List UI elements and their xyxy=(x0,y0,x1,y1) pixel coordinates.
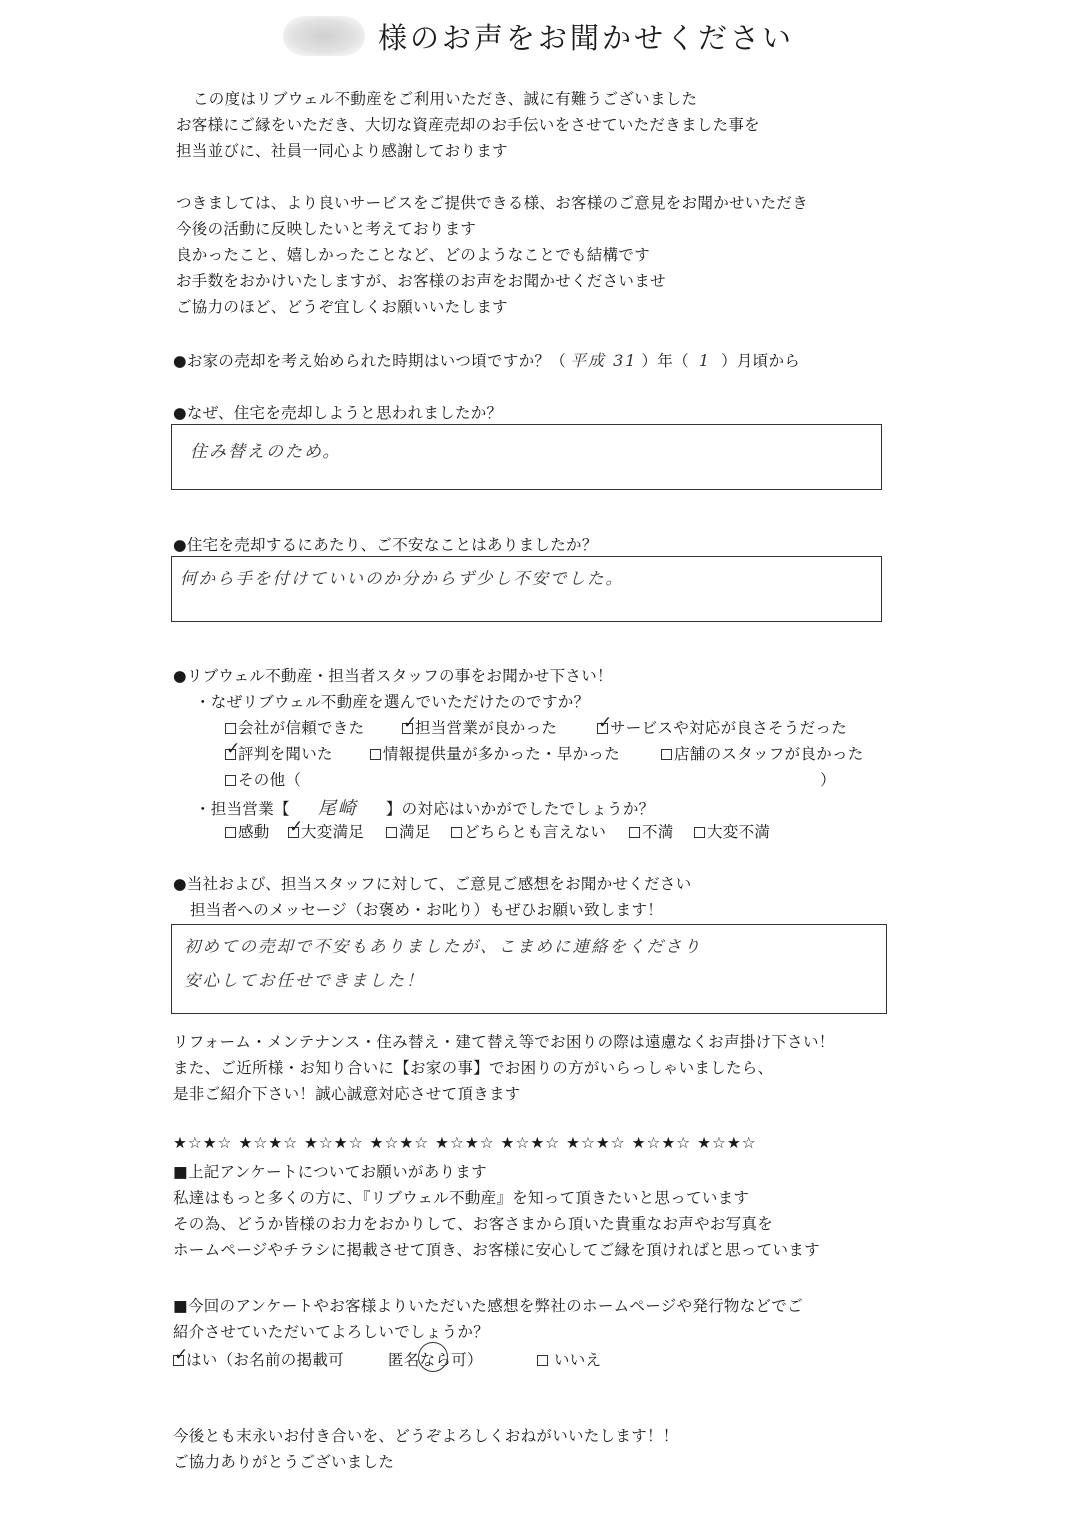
consent-no[interactable]: いいえ xyxy=(537,1348,601,1370)
option-reputation[interactable]: ✓ 評判を聞いた xyxy=(226,739,333,763)
closing-line-2: ご協力ありがとうございました xyxy=(173,1453,395,1471)
q1-month-answer: 1 xyxy=(698,351,712,370)
rating-dissatisfied[interactable]: 不満 xyxy=(629,820,674,842)
checkbox[interactable] xyxy=(386,827,397,838)
consent-anonymous[interactable]: 匿名なら可） xyxy=(388,1351,483,1369)
check-mark-icon: ✓ xyxy=(174,1345,189,1365)
intro-line-3: 担当並びに、社員一同心より感謝しております xyxy=(176,142,508,160)
intro-line-2: お客様にご縁をいただき、大切な資産売却のお手伝いをさせていただきました事を xyxy=(176,116,760,134)
redacted-name xyxy=(283,16,365,56)
checkbox[interactable] xyxy=(225,723,236,734)
q5-sub: 担当者へのメッセージ（お褒め・お叱り）もぜひお願い致します！ xyxy=(190,901,664,919)
q4-sub1: ・なぜリブウェル不動産を選んでいただけたのですか？ xyxy=(195,693,590,711)
checkbox-checked[interactable] xyxy=(597,713,613,734)
checkbox[interactable] xyxy=(225,775,236,786)
rating-satisfied[interactable]: 満足 xyxy=(386,820,431,842)
q5-question: ●当社および、担当スタッフに対して、ご意見ご感想をお聞かせください xyxy=(173,875,692,893)
q4-sub2-post: 】の対応はいかがでしたでしょうか？ xyxy=(385,800,655,818)
option-service[interactable]: ✓ サービスや対応が良さそうだった xyxy=(598,713,848,737)
q4-sub2 xyxy=(195,794,654,820)
checkbox-checked[interactable] xyxy=(173,1345,189,1366)
notice-line-3: 是非ご紹介下さい！誠心誠意対応させて頂きます xyxy=(173,1085,521,1103)
check-mark-icon: ✓ xyxy=(289,817,304,837)
rating-very-satisfied[interactable]: ✓ 大変満足 xyxy=(289,817,365,841)
consent-question-line-2: 紹介させていただいてよろしいでしょうか？ xyxy=(173,1323,490,1341)
notice-line-2: また、ご近所様・お知り合いに【お家の事】でお困りの方がいらっしゃいましたら、 xyxy=(173,1059,774,1077)
q1-question xyxy=(173,348,800,371)
notice-line-1: リフォーム・メンテナンス・住み替え・建て替え等でお困りの際は遠慮なくお声掛け下さい！ xyxy=(173,1033,835,1051)
q3-answer: 何から手を付けていいのか分からず少し不安でした。 xyxy=(180,569,624,588)
option-store-staff[interactable]: 店舗のスタッフが良かった xyxy=(661,742,864,764)
consent-yes[interactable]: ✓ はい（お名前の掲載可 xyxy=(174,1345,345,1369)
closing-line-1: 今後とも末永いお付き合いを、どうぞよろしくおねがいいたします！！ xyxy=(173,1427,679,1445)
q1-label: ●お家の売却を考え始められた時期はいつ頃ですか？（ xyxy=(173,352,567,370)
option-info[interactable]: 情報提供量が多かった・早かった xyxy=(370,742,620,764)
intro-line-1: この度はリブウェル不動産をご利用いただき、誠に有難うございました xyxy=(193,90,698,108)
staff-name-answer: 尾崎 xyxy=(317,798,358,819)
checkbox[interactable] xyxy=(537,1355,548,1366)
checkbox[interactable] xyxy=(629,827,640,838)
checkbox-checked[interactable] xyxy=(402,713,418,734)
page-title: 様のお声をお聞かせください xyxy=(378,21,795,55)
check-mark-icon: ✓ xyxy=(403,713,418,733)
q2-answer-box xyxy=(171,424,882,490)
check-mark-icon: ✓ xyxy=(598,713,613,733)
request-line-3: ホームページやチラシに掲載させて頂き、お客様に安心してご縁を頂ければと思っています xyxy=(173,1241,820,1259)
intro2-line-1: つきましては、より良いサービスをご提供できる様、お客様のご意見をお聞かせいただき xyxy=(176,194,809,212)
check-mark-icon: ✓ xyxy=(226,739,241,759)
q1-era-answer: 平成 31 xyxy=(570,351,638,370)
option-other-close: ） xyxy=(820,771,836,789)
q1-tail: ）月頃から xyxy=(721,352,801,370)
star-divider: ★☆★☆ ★☆★☆ ★☆★☆ ★☆★☆ ★☆★☆ ★☆★☆ ★☆★☆ ★☆★☆ ★☆★☆ xyxy=(173,1134,757,1152)
q2-question: ●なぜ、住宅を売却しようと思われましたか？ xyxy=(173,404,503,422)
intro2-line-2: 今後の活動に反映したいと考えております xyxy=(176,220,477,238)
q5-answer-line-1: 初めての売却で不安もありましたが、こまめに連絡をくださり xyxy=(184,937,702,956)
checkbox-checked[interactable] xyxy=(225,739,241,760)
checkbox-checked[interactable] xyxy=(288,817,304,838)
q1-year-mid: ）年（ xyxy=(641,352,689,370)
rating-neutral[interactable]: どちらとも言えない xyxy=(451,820,606,842)
option-sales-rep[interactable]: ✓ 担当営業が良かった xyxy=(403,713,558,737)
q3-answer-box xyxy=(171,556,882,622)
q2-answer: 住み替えのため。 xyxy=(190,442,342,462)
option-company-trust[interactable]: 会社が信頼できた xyxy=(225,716,364,738)
q3-question: ●住宅を売却するにあたり、ご不安なことはありましたか？ xyxy=(173,536,598,554)
request-line-2: その為、どうか皆様のお力をおかりして、お客さまから頂いた貴重なお声やお写真を xyxy=(173,1215,774,1233)
checkbox[interactable] xyxy=(451,827,462,838)
q4-question: ●リブウェル不動産・担当者スタッフの事をお聞かせ下さい！ xyxy=(173,667,613,685)
request-heading: ■上記アンケートについてお願いがあります xyxy=(173,1163,487,1181)
handwritten-circle-mark xyxy=(418,1342,448,1372)
checkbox[interactable] xyxy=(694,827,705,838)
checkbox[interactable] xyxy=(370,749,381,760)
request-line-1: 私達はもっと多くの方に、『リブウェル不動産』を知って頂きたいと思っています xyxy=(173,1189,750,1207)
q5-answer-box xyxy=(171,924,887,1014)
q4-sub2-pre: ・担当営業【 xyxy=(195,800,290,818)
option-other[interactable]: その他（ xyxy=(225,768,301,790)
checkbox[interactable] xyxy=(225,827,236,838)
consent-question-line-1: ■今回のアンケートやお客様よりいただいた感想を弊社のホームページや発行物などでご xyxy=(173,1297,803,1315)
rating-kando[interactable]: 感動 xyxy=(225,820,270,842)
q5-answer-line-2: 安心してお任せできました！ xyxy=(184,971,425,990)
intro2-line-4: お手数をおかけいたしますが、お客様のお声をお聞かせくださいませ xyxy=(176,272,666,290)
checkbox[interactable] xyxy=(661,749,672,760)
intro2-line-5: ご協力のほど、どうぞ宜しくお願いいたします xyxy=(176,298,508,316)
rating-very-dissatisfied[interactable]: 大変不満 xyxy=(694,820,770,842)
intro2-line-3: 良かったこと、嬉しかったことなど、どのようなことでも結構です xyxy=(176,246,651,264)
